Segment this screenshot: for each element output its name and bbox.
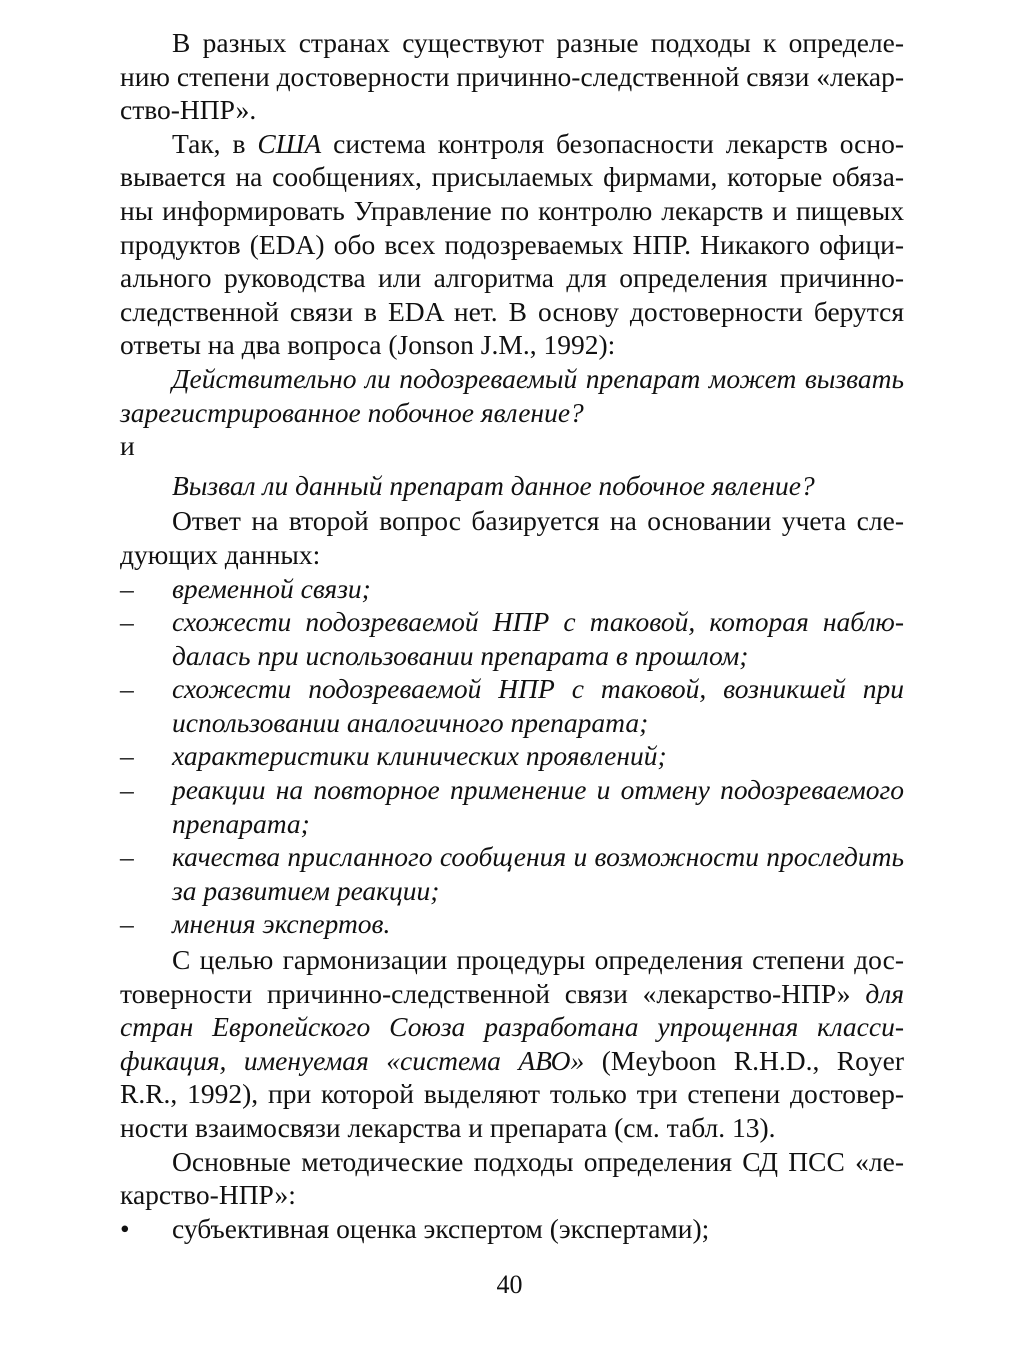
list-item-text: качества присланного сообщения и возможности проследить за развитием реакции; [172, 841, 904, 906]
list-item-text: временной связи; [172, 572, 371, 604]
dash-marker: – [120, 774, 134, 806]
dash-marker: – [120, 673, 134, 705]
list-item [120, 605, 904, 672]
dash-marker: – [120, 740, 134, 772]
list-item [120, 1212, 904, 1246]
usa-term: США [257, 127, 322, 159]
paragraph-harmonization-text-a: С целью гармонизации процедуры определения степени достоверности причинно-следственной связи «лекарство-НПР» [120, 944, 904, 1009]
list-item-text: субъективная оценка экспертом (экспертами); [172, 1212, 710, 1244]
paragraph-harmonization [120, 943, 904, 1145]
list-item-text: мнения экспертов. [172, 908, 391, 940]
paragraph-intro: В разных странах существуют разные подходы к определению степени достоверности причинно-следственной связи «лекарство-НПР». [120, 27, 904, 126]
conjunction: и [120, 430, 135, 462]
question-two: Вызвал ли данный препарат данное побочное явление? [172, 469, 815, 501]
list-item [120, 773, 904, 840]
list-item [120, 572, 904, 606]
question-one: Действительно ли подозреваемый препарат может вызвать зарегистрированное побочное явление? [120, 362, 904, 428]
list-item [120, 739, 904, 773]
criteria-list [120, 572, 904, 942]
list-item-text: реакции на повторное применение и отмену подозреваемого препарата; [172, 774, 904, 839]
paragraph-approaches: Основные методические подходы определения СД ПСС «лекарство-НПР»: [120, 1145, 904, 1211]
abo-system-text: для стран Европейского Союза разработана упрощенная классификация, именуемая «система АВО» [120, 977, 904, 1076]
dash-marker: – [120, 908, 134, 940]
dash-marker: – [120, 572, 134, 604]
page-body [120, 26, 904, 1245]
list-item [120, 840, 904, 907]
dash-marker: – [120, 841, 134, 873]
paragraph-answer: Ответ на второй вопрос базируется на основании учета следующих данных: [120, 505, 904, 570]
approaches-list [120, 1212, 904, 1246]
paragraph-usa [120, 127, 904, 362]
list-item [120, 907, 904, 941]
list-item-text: схожести подозреваемой НПР с таковой, которая наблюдалась при использовании препарата в прошлом; [172, 606, 904, 671]
paragraph-usa-text-b: система контроля безопасности лекарств основывается на сообщениях, присылаемых фирмами, которые обязаны информировать Управление по контролю лекарств и пищевых продуктов (EDA) обо всех подозреваемых НПР. Никакого официального руководства или алгоритма для определения причинно-следственной связи в EDA нет. В основу достоверности берутся ответы на два вопроса (Jonson J.M., 1992): [120, 127, 904, 361]
list-item-text: характеристики клинических проявлений; [172, 740, 667, 772]
paragraph-harmonization-text-b: (Meyboon R.H.D., Royer R.R., 1992), при которой выделяют только три степени достоверности взаимосвязи лекарства и препарата (см. табл. 13). [120, 1044, 904, 1143]
list-item [120, 672, 904, 739]
bullet-marker: • [120, 1212, 130, 1244]
paragraph-usa-text-a: Так, в [172, 127, 258, 159]
dash-marker: – [120, 606, 134, 638]
list-item-text: схожести подозреваемой НПР с таковой, возникшей при использовании аналогичного препарата; [172, 673, 904, 738]
page-number: 40 [496, 1270, 523, 1299]
